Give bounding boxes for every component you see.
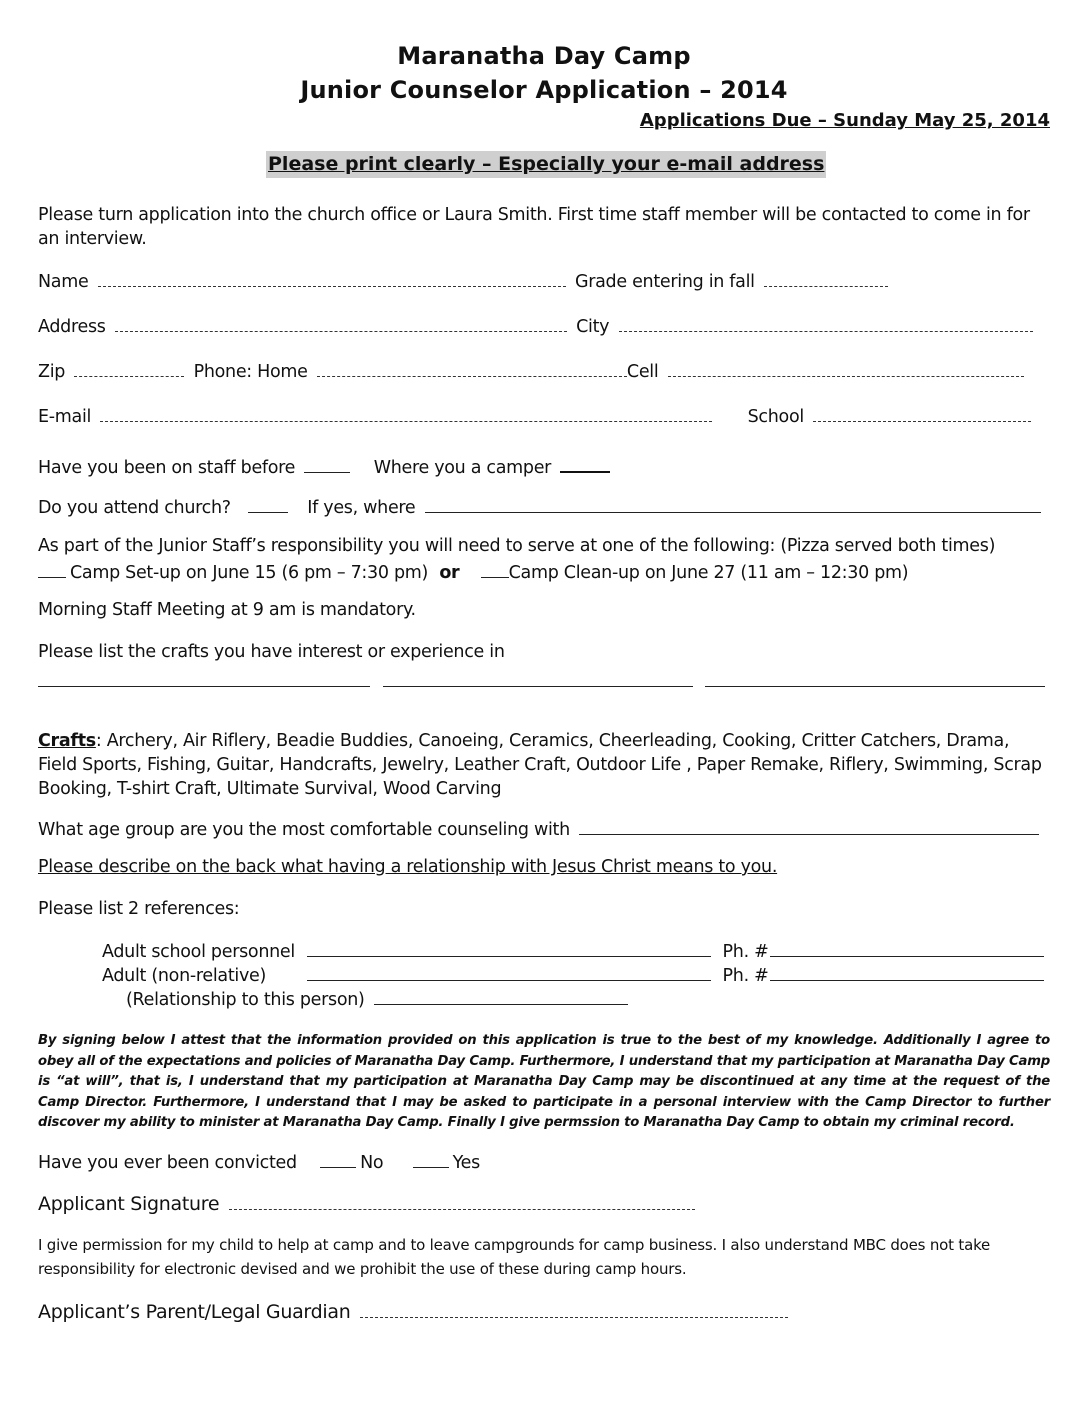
document-subtitle: Junior Counselor Application – 2014 <box>300 76 788 104</box>
print-clearly-banner: Please print clearly – Especially your e-mail address <box>266 151 826 178</box>
guardian-row <box>38 1300 792 1323</box>
church-input[interactable] <box>248 495 288 513</box>
crafts-items: : Archery, Air Riflery, Beadie Buddies, Canoeing, Ceramics, Cheerleading, Cooking, Critter Catchers, Drama, Field Sports, Fishing, Guitar, Handcrafts, Jewelry, Leather Craft, Outdoor Life , Paper Remake, Riflery, Swimming, Scrap Booking, T-shirt Craft, Ultimate Survival, Wood Carving <box>38 731 1042 799</box>
ref1-label: Adult school personnel <box>102 942 295 962</box>
church-where-label: If yes, where <box>307 498 416 518</box>
ref2-input[interactable] <box>307 963 711 981</box>
reference-row-2 <box>102 963 1044 986</box>
staff-before-label: Have you been on staff before <box>38 458 296 478</box>
phone-row <box>38 359 1028 382</box>
guardian-signature-input[interactable] <box>360 1300 788 1318</box>
document-title: Maranatha Day Camp <box>397 42 691 70</box>
cleanup-checkbox-line[interactable] <box>481 560 509 578</box>
church-row <box>38 495 1045 518</box>
email-label: E-mail <box>38 407 92 427</box>
email-input[interactable] <box>100 404 712 422</box>
city-input[interactable] <box>619 314 1033 332</box>
city-label: City <box>576 317 610 337</box>
relationship-row <box>126 987 632 1010</box>
crafts-list <box>38 729 1050 801</box>
age-group-label: What age group are you the most comfortable counseling with <box>38 820 570 840</box>
crafts-label: Crafts <box>38 731 96 751</box>
church-where-input[interactable] <box>425 495 1041 513</box>
name-row <box>38 269 892 292</box>
relationship-label: (Relationship to this person) <box>126 990 365 1010</box>
ref2-phone-label: Ph. # <box>722 966 769 986</box>
craft-input-1[interactable] <box>38 686 370 687</box>
relationship-input[interactable] <box>374 987 628 1005</box>
ref1-phone-input[interactable] <box>770 939 1044 957</box>
setup-option: Camp Set-up on June 15 (6 pm – 7:30 pm) <box>70 563 429 583</box>
crafts-prompt: Please list the crafts you have interest or experience in <box>38 642 505 662</box>
staff-before-input[interactable] <box>304 455 350 473</box>
grade-label: Grade entering in fall <box>574 272 755 292</box>
ref2-label: Adult (non-relative) <box>102 966 267 986</box>
school-label: School <box>747 407 804 427</box>
address-row <box>38 314 1037 337</box>
convicted-row <box>38 1150 480 1173</box>
convicted-no-input[interactable] <box>320 1150 356 1168</box>
ref1-input[interactable] <box>307 939 711 957</box>
reference-row-1 <box>102 939 1044 962</box>
zip-input[interactable] <box>74 359 184 377</box>
meeting-text: Morning Staff Meeting at 9 am is mandatory. <box>38 600 416 620</box>
staff-row <box>38 454 614 478</box>
guardian-label: Applicant’s Parent/Legal Guardian <box>38 1301 351 1323</box>
church-label: Do you attend church? <box>38 498 231 518</box>
craft-input-3[interactable] <box>705 686 1045 687</box>
email-row <box>38 404 1035 427</box>
service-intro: As part of the Junior Staff’s responsibility you will need to serve at one of the following: (Pizza served both times) <box>38 536 996 556</box>
signature-row <box>38 1192 699 1215</box>
references-heading: Please list 2 references: <box>38 899 240 919</box>
convicted-yes-label: Yes <box>452 1153 480 1173</box>
legal-attestation: By signing below I attest that the information provided on this application is true to the best of my knowledge. Additionally I agree to obey all of the expectations and policies of Maranatha Day Camp. Furthermore, I understand that my participation at Maranatha Day Camp is “at will”, that is, I understand that my participation at Maranatha Day Camp may be discontinued at any time at the request of the Camp Director. Furthermore, I understand that I may be asked to participate in a personal interview with the Camp Director to further discover my ability to minister at Maranatha Day Camp. Finally I give permssion to Maranatha Day Camp to obtain my criminal record. <box>38 1033 1050 1130</box>
signature-input[interactable] <box>229 1192 695 1210</box>
age-group-input[interactable] <box>579 817 1039 835</box>
signature-label: Applicant Signature <box>38 1193 220 1215</box>
cell-label: Cell <box>626 362 659 382</box>
name-label: Name <box>38 272 89 292</box>
age-group-row <box>38 817 1043 840</box>
describe-text: Please describe on the back what having a relationship with Jesus Christ means to you. <box>38 857 778 877</box>
phone-home-input[interactable] <box>317 359 627 377</box>
convicted-label: Have you ever been convicted <box>38 1153 297 1173</box>
service-options <box>38 560 908 583</box>
ref2-phone-input[interactable] <box>770 963 1044 981</box>
permission-text: I give permission for my child to help at camp and to leave campgrounds for camp business. I also understand MBC does not take responsibility for electronic devised and we prohibit the use of these during camp hours. <box>38 1236 991 1278</box>
address-input[interactable] <box>115 314 567 332</box>
grade-input[interactable] <box>764 269 888 287</box>
school-input[interactable] <box>813 404 1031 422</box>
camper-input[interactable] <box>560 454 610 473</box>
name-input[interactable] <box>98 269 566 287</box>
convicted-no-label: No <box>360 1153 384 1173</box>
camper-label: Where you a camper <box>373 458 552 478</box>
or-text: or <box>439 563 460 583</box>
craft-input-2[interactable] <box>383 686 693 687</box>
address-label: Address <box>38 317 106 337</box>
cell-input[interactable] <box>668 359 1024 377</box>
intro-text: Please turn application into the church office or Laura Smith. First time staff member will be contacted to come in for an interview. <box>38 205 1030 249</box>
phone-home-label: Phone: Home <box>193 362 308 382</box>
setup-checkbox-line[interactable] <box>38 560 66 578</box>
convicted-yes-input[interactable] <box>413 1150 449 1168</box>
cleanup-option: Camp Clean-up on June 27 (11 am – 12:30 pm) <box>508 563 909 583</box>
due-date: Applications Due – Sunday May 25, 2014 <box>639 110 1050 131</box>
ref1-phone-label: Ph. # <box>722 942 769 962</box>
zip-label: Zip <box>38 362 66 382</box>
